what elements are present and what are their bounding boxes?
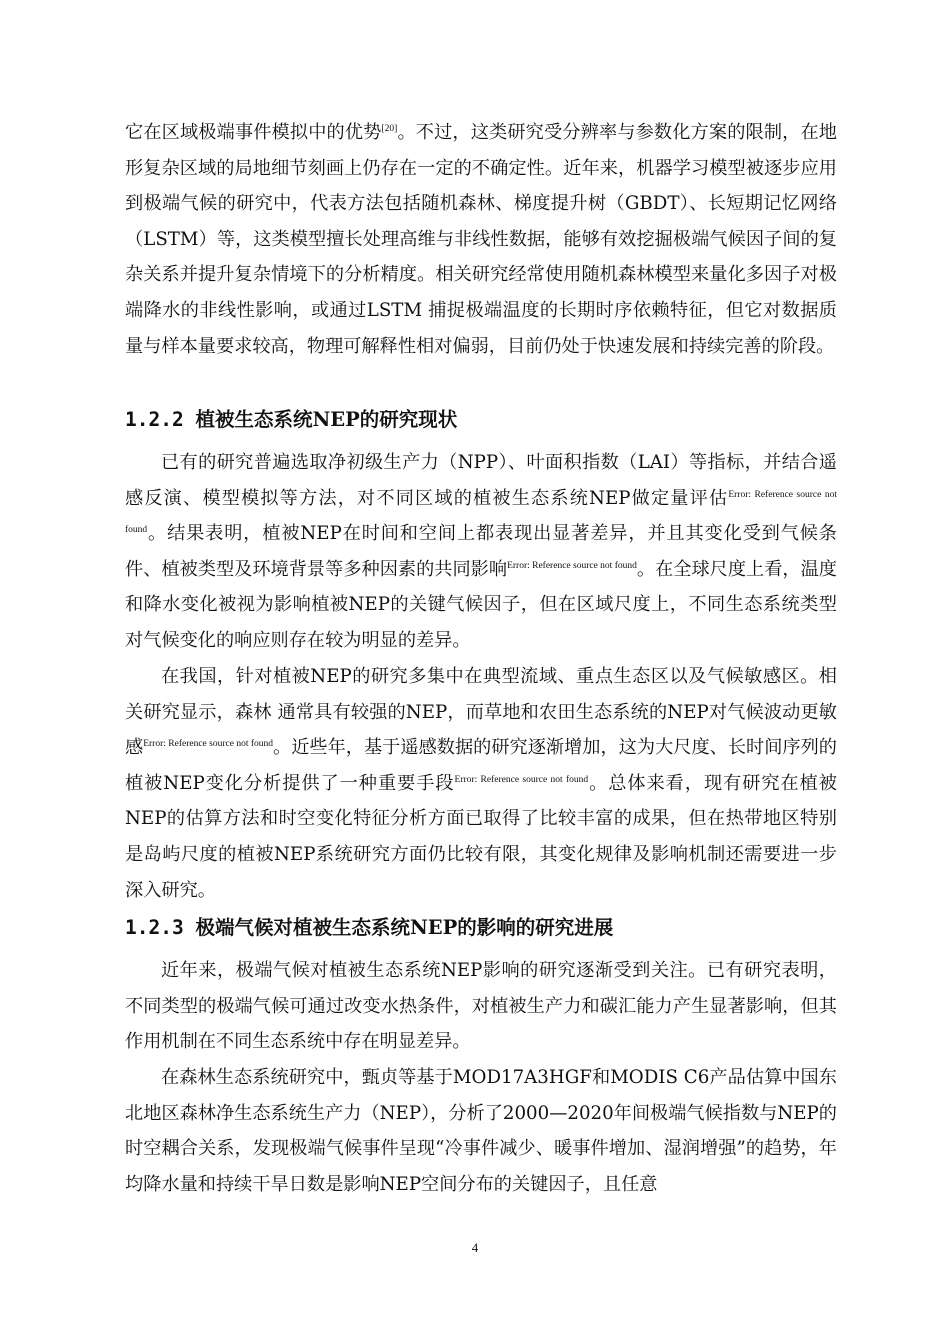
- paragraph-extreme-models: [125, 115, 837, 364]
- section-title: 极端气候对植被生态系统NEP的影响的研究进展: [195, 916, 614, 939]
- text-run: 。在全球尺度上看，温度和降水变化被视为影响植被NEP的关键气候因子，但在区域尺度上，不同生态系统类型对气候变化的响应则存在较为明显的差异。: [125, 558, 837, 651]
- text-run: 它在区域极端事件模拟中的优势: [125, 122, 382, 143]
- section-heading-1-2-3: [125, 912, 837, 944]
- paragraph-nep-status: [125, 445, 837, 659]
- reference-error: Error: Reference source not found: [143, 739, 274, 750]
- text-run: 在我国，针对植被NEP的研究多集中在典型流域、重点生态区以及气候敏感区。相关研究显示，森林 通常具有较强的NEP，而草地和农田生态系统的NEP对气候波动更敏感: [125, 666, 837, 759]
- section-heading-1-2-2: [125, 404, 837, 436]
- citation: [20]: [381, 124, 398, 134]
- text-run: 。结果表明，植被NEP在时间和空间上都表现出显著差异，并且其变化受到气候条件、植被类型及环境背景等多种因素的共同影响: [125, 523, 837, 580]
- section-title: 植被生态系统NEP的研究现状: [195, 408, 458, 431]
- reference-error: Error: Reference source not found: [125, 489, 837, 536]
- text-run: 。不过，这类研究受分辨率与参数化方案的限制，在地形复杂区域的局地细节刻画上仍存在一定的不确定性。近年来，机器学习模型被逐步应用到极端气候的研究中，代表方法包括随机森林、梯度提升树（GBDT）、长短期记忆网络（LSTM）等，这类模型擅长处理高维与非线性数据，能够有效挖掘极端气候因子间的复杂关系并提升复杂情境下的分析精度。相关研究经常使用随机森林模型来量化多因子对极端降水的非线性影响，或通过LSTM 捕捉极端温度的长期时序依赖特征，但它对数据质量与样本量要求较高，物理可解释性相对偏弱，目前仍处于快速发展和持续完善的阶段。: [125, 122, 837, 357]
- reference-error: Error: Reference source not found: [454, 774, 589, 785]
- paragraph-extreme-nep-intro: 近年来，极端气候对植被生态系统NEP影响的研究逐渐受到关注。已有研究表明，不同类型的极端气候可通过改变水热条件，对植被生产力和碳汇能力产生显著影响，但其作用机制在不同生态系统中存在明显差异。: [125, 960, 837, 1053]
- paragraph-forest-study: 在森林生态系统研究中，甄贞等基于MOD17A3HGF和MODIS C6产品估算中国东北地区森林净生态系统生产力（NEP），分析了2000—2020年间极端气候指数与NEP的时空耦合关系，发现极端气候事件呈现“冷事件减少、暖事件增加、湿润增强”的趋势，年均降水量和持续干旱日数是影响NEP空间分布的关键因子，且任意: [125, 1067, 837, 1195]
- text-run: 。总体来看，现有研究在植被NEP的估算方法和时空变化特征分析方面已取得了比较丰富的成果，但在热带地区特别是岛屿尺度的植被NEP系统研究方面仍比较有限，其变化规律及影响机制还需要进一步深入研究。: [125, 772, 837, 901]
- reference-error: Error: Reference source not found: [507, 560, 637, 571]
- section-number: 1.2.3: [125, 916, 184, 939]
- paragraph-nep-china: [125, 659, 837, 908]
- text-run: 。近些年，基于遥感数据的研究逐渐增加，这为大尺度、长时间序列的植被NEP变化分析提供了一种重要手段: [125, 737, 837, 794]
- page-number: 4: [471, 1240, 479, 1255]
- section-number: 1.2.2: [125, 408, 184, 431]
- text-run: 已有的研究普遍选取净初级生产力（NPP）、叶面积指数（LAI）等指标，并结合遥感反演、模型模拟等方法，对不同区域的植被生态系统NEP做定量评估: [125, 452, 837, 509]
